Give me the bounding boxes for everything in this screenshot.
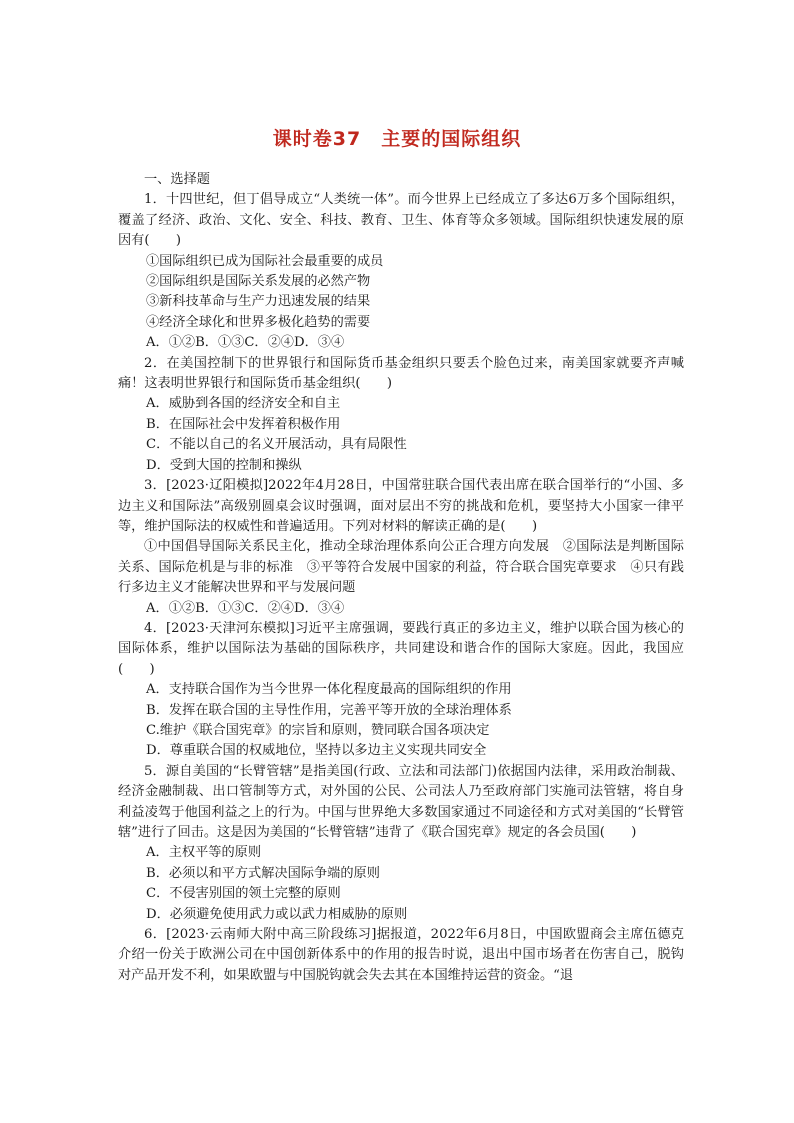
question-4-option: A．支持联合国作为当今世界一体化程度最高的国际组织的作用 bbox=[146, 682, 512, 698]
question-5-option: C．不侵害别国的领土完整的原则 bbox=[146, 886, 341, 902]
question-4-option: B．发挥在联合国的主导性作用，完善平等开放的全球治理体系 bbox=[146, 702, 512, 718]
question-1-item: ②国际组织是国际关系发展的必然产物 bbox=[146, 274, 371, 290]
page-title: 课时卷37 主要的国际组织 bbox=[272, 128, 522, 150]
question-2-option: B．在国际社会中发挥着积极作用 bbox=[146, 416, 341, 432]
question-4-option: D．尊重联合国的权威地位，坚持以多边主义实现共同安全 bbox=[146, 743, 487, 759]
question-2-stem: 2．在美国控制下的世界银行和国际货币基金组织只要丢个脸色过来，南美国家就要齐声喊痛！这表明世界银行和国际货币基金组织( ) bbox=[118, 355, 684, 392]
question-3-choices: A．①②B．①③C．②④D．③④ bbox=[146, 600, 345, 616]
question-5-option: A．主权平等的原则 bbox=[146, 845, 262, 861]
question-1-item: ①国际组织已成为国际社会最重要的成员 bbox=[146, 253, 384, 269]
question-5-option: D．必须避免使用武力或以武力相威胁的原则 bbox=[146, 906, 408, 922]
question-content bbox=[118, 170, 684, 986]
question-2-option: C．不能以自己的名义开展活动，具有局限性 bbox=[146, 437, 407, 453]
question-4-stem: 4．[2023·天津河东模拟]习近平主席强调，要践行真正的多边主义，维护以联合国为核心的国际体系，维护以国际法为基础的国际秩序，共同建设和谐合作的国际大家庭。因此，我国应( ) bbox=[118, 620, 684, 677]
question-2-option: D．受到大国的控制和操纵 bbox=[146, 457, 302, 473]
question-1-item: ④经济全球化和世界多极化趋势的需要 bbox=[146, 314, 371, 330]
section-heading: 一、选择题 bbox=[144, 172, 210, 187]
question-6-stem: 6．[2023·云南师大附中高三阶段练习]据报道，2022年6月8日，中国欧盟商会主席伍德克介绍一份关于欧洲公司在中国创新体系中的作用的报告时说，退出中国市场者在伤害自己，脱钩对产品开发不利，如果欧盟与中国脱钩就会失去其在本国维持运营的资金。“退 bbox=[118, 927, 684, 983]
question-4-option: C.维护《联合国宪章》的宗旨和原则，赞同联合国各项决定 bbox=[146, 722, 490, 738]
question-1-item: ③新科技革命与生产力迅速发展的结果 bbox=[146, 294, 371, 310]
question-1-stem: 1．十四世纪，但丁倡导成立“人类统一体”。而今世界上已经成立了多达6万多个国际组织，覆盖了经济、政治、文化、安全、科技、教育、卫生、体育等众多领域。国际组织快速发展的原因有( ) bbox=[118, 192, 684, 249]
question-3-stem: 3．[2023·辽阳模拟]2022年4月28日，中国常驻联合国代表出席在联合国举行的“小国、多边主义和国际法”高级别圆桌会议时强调，面对层出不穷的挑战和危机，要坚持大小国家一律平等，维护国际法的权威性和普遍适用。下列对材料的解读正确的是( ) bbox=[118, 478, 684, 534]
question-1-choices: A．①②B．①③C．②④D．③④ bbox=[146, 335, 345, 351]
question-3-statements: ①中国倡导国际关系民主化，推动全球治理体系向公正合理方向发展 ②国际法是判断国际关系、国际危机是与非的标准 ③平等符合发展中国家的利益，符合联合国宪章要求 ④只有践行多边主义才能解决世界和平与发展问题 bbox=[118, 539, 684, 596]
question-2-option: A．威胁到各国的经济安全和自主 bbox=[146, 396, 341, 412]
question-5-stem: 5．源自美国的“长臂管辖”是指美国(行政、立法和司法部门)依据国内法律，采用政治制裁、经济金融制裁、出口管制等方式，对外国的公民、公司法人乃至政府部门实施司法管辖，将自身利益凌驾于他国利益之上的行为。中国与世界绝大多数国家通过不同途径和方式对美国的“长臂管辖”进行了回击。这是因为美国的“长臂管辖”违背了《联合国宪章》规定的各会员国( ) bbox=[118, 763, 684, 840]
question-5-option: B．必须以和平方式解决国际争端的原则 bbox=[146, 865, 380, 881]
